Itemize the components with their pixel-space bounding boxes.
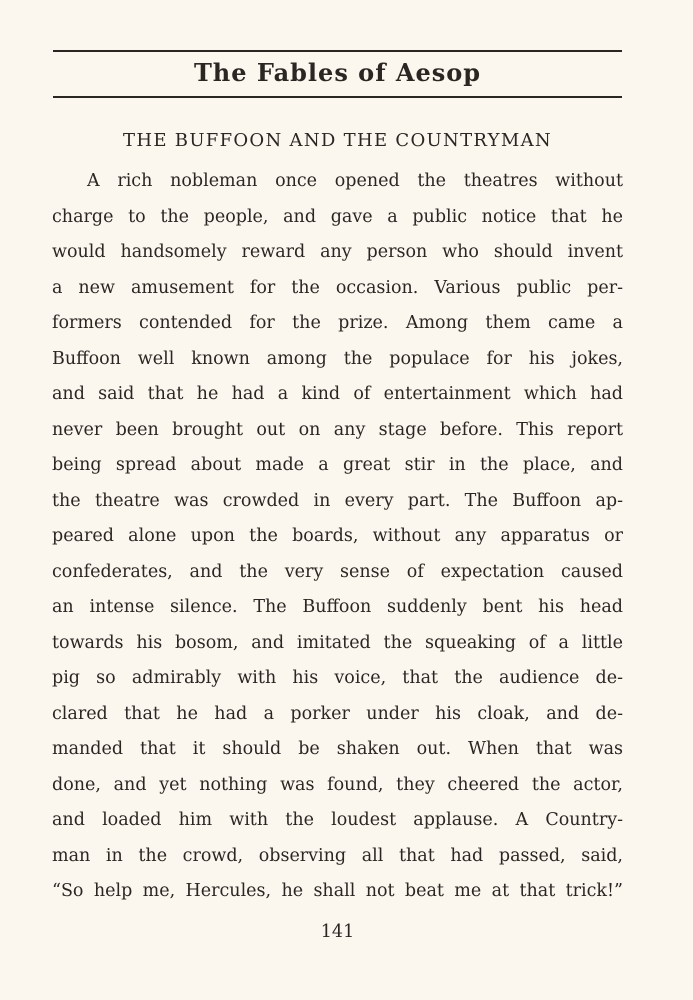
text-line: and said that he had a kind of entertainment which had: [52, 384, 623, 404]
text-line: formers contended for the prize. Among them came a: [52, 313, 623, 333]
text-line: never been brought out on any stage before. This report: [52, 419, 623, 440]
text-line: towards his bosom, and imitated the squeaking of a little: [52, 632, 623, 653]
text-line: manded that it should be shaken out. When that was: [52, 739, 623, 759]
text-line: being spread about made a great stir in the place, and: [52, 455, 623, 475]
text-line: confederates, and the very sense of expectation caused: [52, 561, 623, 582]
text-line: the theatre was crowded in every part. The Buffoon ap-: [52, 490, 623, 511]
text-line: “So help me, Hercules, he shall not beat me at that trick!”: [52, 881, 623, 901]
text-line: done, and yet nothing was found, they cheered the actor,: [52, 774, 623, 795]
text-line: pig so admirably with his voice, that the audience de-: [52, 668, 623, 688]
text-line: peared alone upon the boards, without any apparatus or: [52, 526, 623, 546]
text-line: charge to the people, and gave a public notice that he: [52, 206, 623, 227]
running-title: The Fables of Aesop: [193, 58, 482, 87]
text-line: an intense silence. The Buffoon suddenly bent his head: [52, 597, 623, 617]
header-bottom-rule: [53, 96, 622, 98]
text-line: A rich nobleman once opened the theatres without: [87, 171, 623, 191]
text-line: would handsomely reward any person who should invent: [52, 242, 623, 262]
text-line: Buffoon well known among the populace for his jokes,: [52, 348, 623, 369]
text-line: a new amusement for the occasion. Various public per-: [52, 277, 623, 298]
text-line: man in the crowd, observing all that had passed, said,: [52, 845, 623, 866]
fable-body: [52, 164, 623, 910]
text-line: and loaded him with the loudest applause. A Country-: [52, 810, 623, 830]
page-number: 141: [320, 922, 355, 942]
text-line: clared that he had a porker under his cloak, and de-: [52, 703, 623, 724]
fable-title: THE BUFFOON AND THE COUNTRYMAN: [123, 130, 552, 151]
header-top-rule: [53, 50, 622, 52]
